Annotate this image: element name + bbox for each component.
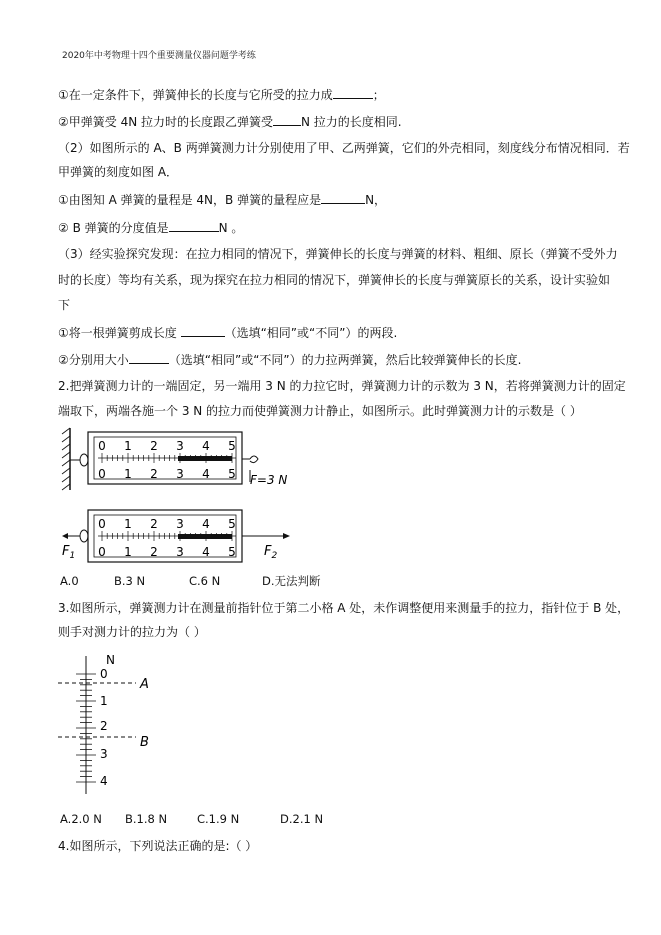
text-line-4: 甲弹簧的刻度如图 A． (58, 165, 179, 179)
scale-number: 0 (98, 545, 106, 559)
f2-arrow-icon (283, 533, 290, 539)
question-2-line-2: 端取下，两端各施一个 3 N 的拉力而使弹簧测力计静止，如图所示。此时弹簧测力计的示数是（ ） (58, 404, 582, 418)
question-4-line: 4.如图所示，下列说法正确的是:（ ） (58, 839, 258, 853)
option-a[interactable]: A.0 (60, 574, 79, 588)
vertical-scale-ticks (76, 674, 96, 782)
question-3-line-2: 则手对测力计的拉力为（ ） (58, 625, 206, 639)
f1-label: $F_1$ (62, 544, 76, 561)
tick-label: 0 (100, 667, 108, 681)
scale-number: 4 (202, 467, 210, 481)
scale-number: 1 (124, 545, 132, 559)
option-d[interactable]: D.无法判断 (262, 574, 321, 588)
answer-blank[interactable] (333, 86, 373, 99)
scale-number: 1 (124, 517, 132, 531)
marker-b-label: B (140, 735, 149, 750)
scale-number: 4 (202, 439, 210, 453)
tick-label: 4 (100, 774, 108, 788)
option-b[interactable]: B.3 N (114, 574, 146, 588)
scale-number: 1 (124, 467, 132, 481)
text-line-10: ①将一根弹簧剪成长度 （选填“相同”或“不同”）的两段. (58, 326, 398, 340)
f2-label: $F_2$ (264, 544, 278, 561)
scale-number: 4 (202, 517, 210, 531)
scale-number: 0 (98, 467, 106, 481)
wall-hatching (62, 428, 70, 490)
text-line-6: ② B 弹簧的分度值是 N 。 (58, 221, 244, 235)
answer-blank[interactable] (181, 324, 225, 337)
tick-label: 3 (100, 747, 108, 761)
scale-number: 5 (228, 439, 236, 453)
question-2-options (60, 573, 321, 589)
question-2-line-1: 2.把弹簧测力计的一端固定，另一端用 3 N 的力拉它时，弹簧测力计的示数为 3 N，若将弹簧测力计的固定 (58, 379, 626, 393)
scale-number: 2 (150, 467, 158, 481)
answer-blank[interactable] (321, 191, 365, 204)
f1-arrow-icon (62, 533, 68, 539)
spring-scale-figure (60, 422, 310, 568)
option-c[interactable]: C.1.9 N (197, 812, 240, 826)
option-a[interactable]: A.2.0 N (60, 812, 102, 826)
scale-number: 2 (150, 545, 158, 559)
option-c[interactable]: C.6 N (189, 574, 221, 588)
vertical-scale-figure (58, 648, 168, 798)
scale-number: 3 (176, 467, 184, 481)
bottom-ring-left (80, 530, 88, 542)
scale-number: 2 (150, 517, 158, 531)
top-hook-icon (242, 456, 258, 463)
text-line-9: 下 (58, 298, 71, 312)
scale-number: 5 (228, 517, 236, 531)
scale-number: 3 (176, 517, 184, 531)
answer-blank[interactable] (169, 219, 219, 232)
question-3-line-1: 3.如图所示，弹簧测力计在测量前指针位于第二小格 A 处，未作调整便用来测量手的拉力，指针位于 B 处， (58, 601, 630, 615)
answer-blank[interactable] (129, 351, 169, 364)
scale-number: 5 (228, 545, 236, 559)
scale-number: 5 (228, 467, 236, 481)
scale-number: 0 (98, 439, 106, 453)
text-line-2: ②甲弹簧受 4N 拉力时的长度跟乙弹簧受 N 拉力的长度相同. (58, 115, 402, 129)
answer-blank[interactable] (273, 113, 301, 126)
scale-number: 2 (150, 439, 158, 453)
text-line-1: ①在一定条件下，弹簧伸长的长度与它所受的拉力成 ； (58, 88, 385, 102)
text-line-11: ②分别用大小 （选填“相同”或“不同”）的力拉两弹簧，然后比较弹簧伸长的长度. (58, 353, 522, 367)
scale-number: 1 (124, 439, 132, 453)
option-d[interactable]: D.2.1 N (280, 812, 324, 826)
text-line-3: （2）如图所示的 A、B 两弹簧测力计分别使用了甲、乙两弹簧，它们的外壳相同，刻度线分布情况相同．若 (58, 141, 630, 155)
page-header: 2020年中考物理十四个重要测量仪器问题学考练 (62, 51, 256, 61)
text-line-7: （3）经实验探究发现：在拉力相同的情况下，弹簧伸长的长度与弹簧的材料、粗细、原长（弹簧不受外力 (58, 247, 618, 261)
scale-number: 3 (176, 439, 184, 453)
text-line-5: ①由图知 A 弹簧的量程是 4N，B 弹簧的量程应是 N， (58, 193, 387, 207)
scale-number: 4 (202, 545, 210, 559)
top-indicator-bar (178, 456, 232, 461)
question-3-options (60, 812, 323, 826)
scale-number: 0 (98, 517, 106, 531)
bottom-indicator-bar (178, 534, 232, 539)
tick-label: 1 (100, 694, 108, 708)
top-ring-left (80, 454, 88, 466)
scale-number: 3 (176, 545, 184, 559)
tick-label: 2 (100, 719, 108, 733)
option-b[interactable]: B.1.8 N (125, 812, 168, 826)
marker-a-label: A (140, 677, 149, 692)
force-label: F=3 N (250, 473, 288, 487)
unit-label: N (106, 653, 115, 667)
text-line-8: 时的长度）等均有关系，现为探究在拉力相同的情况下，弹簧伸长的长度与弹簧原长的关系，设计实验如 (58, 273, 611, 287)
